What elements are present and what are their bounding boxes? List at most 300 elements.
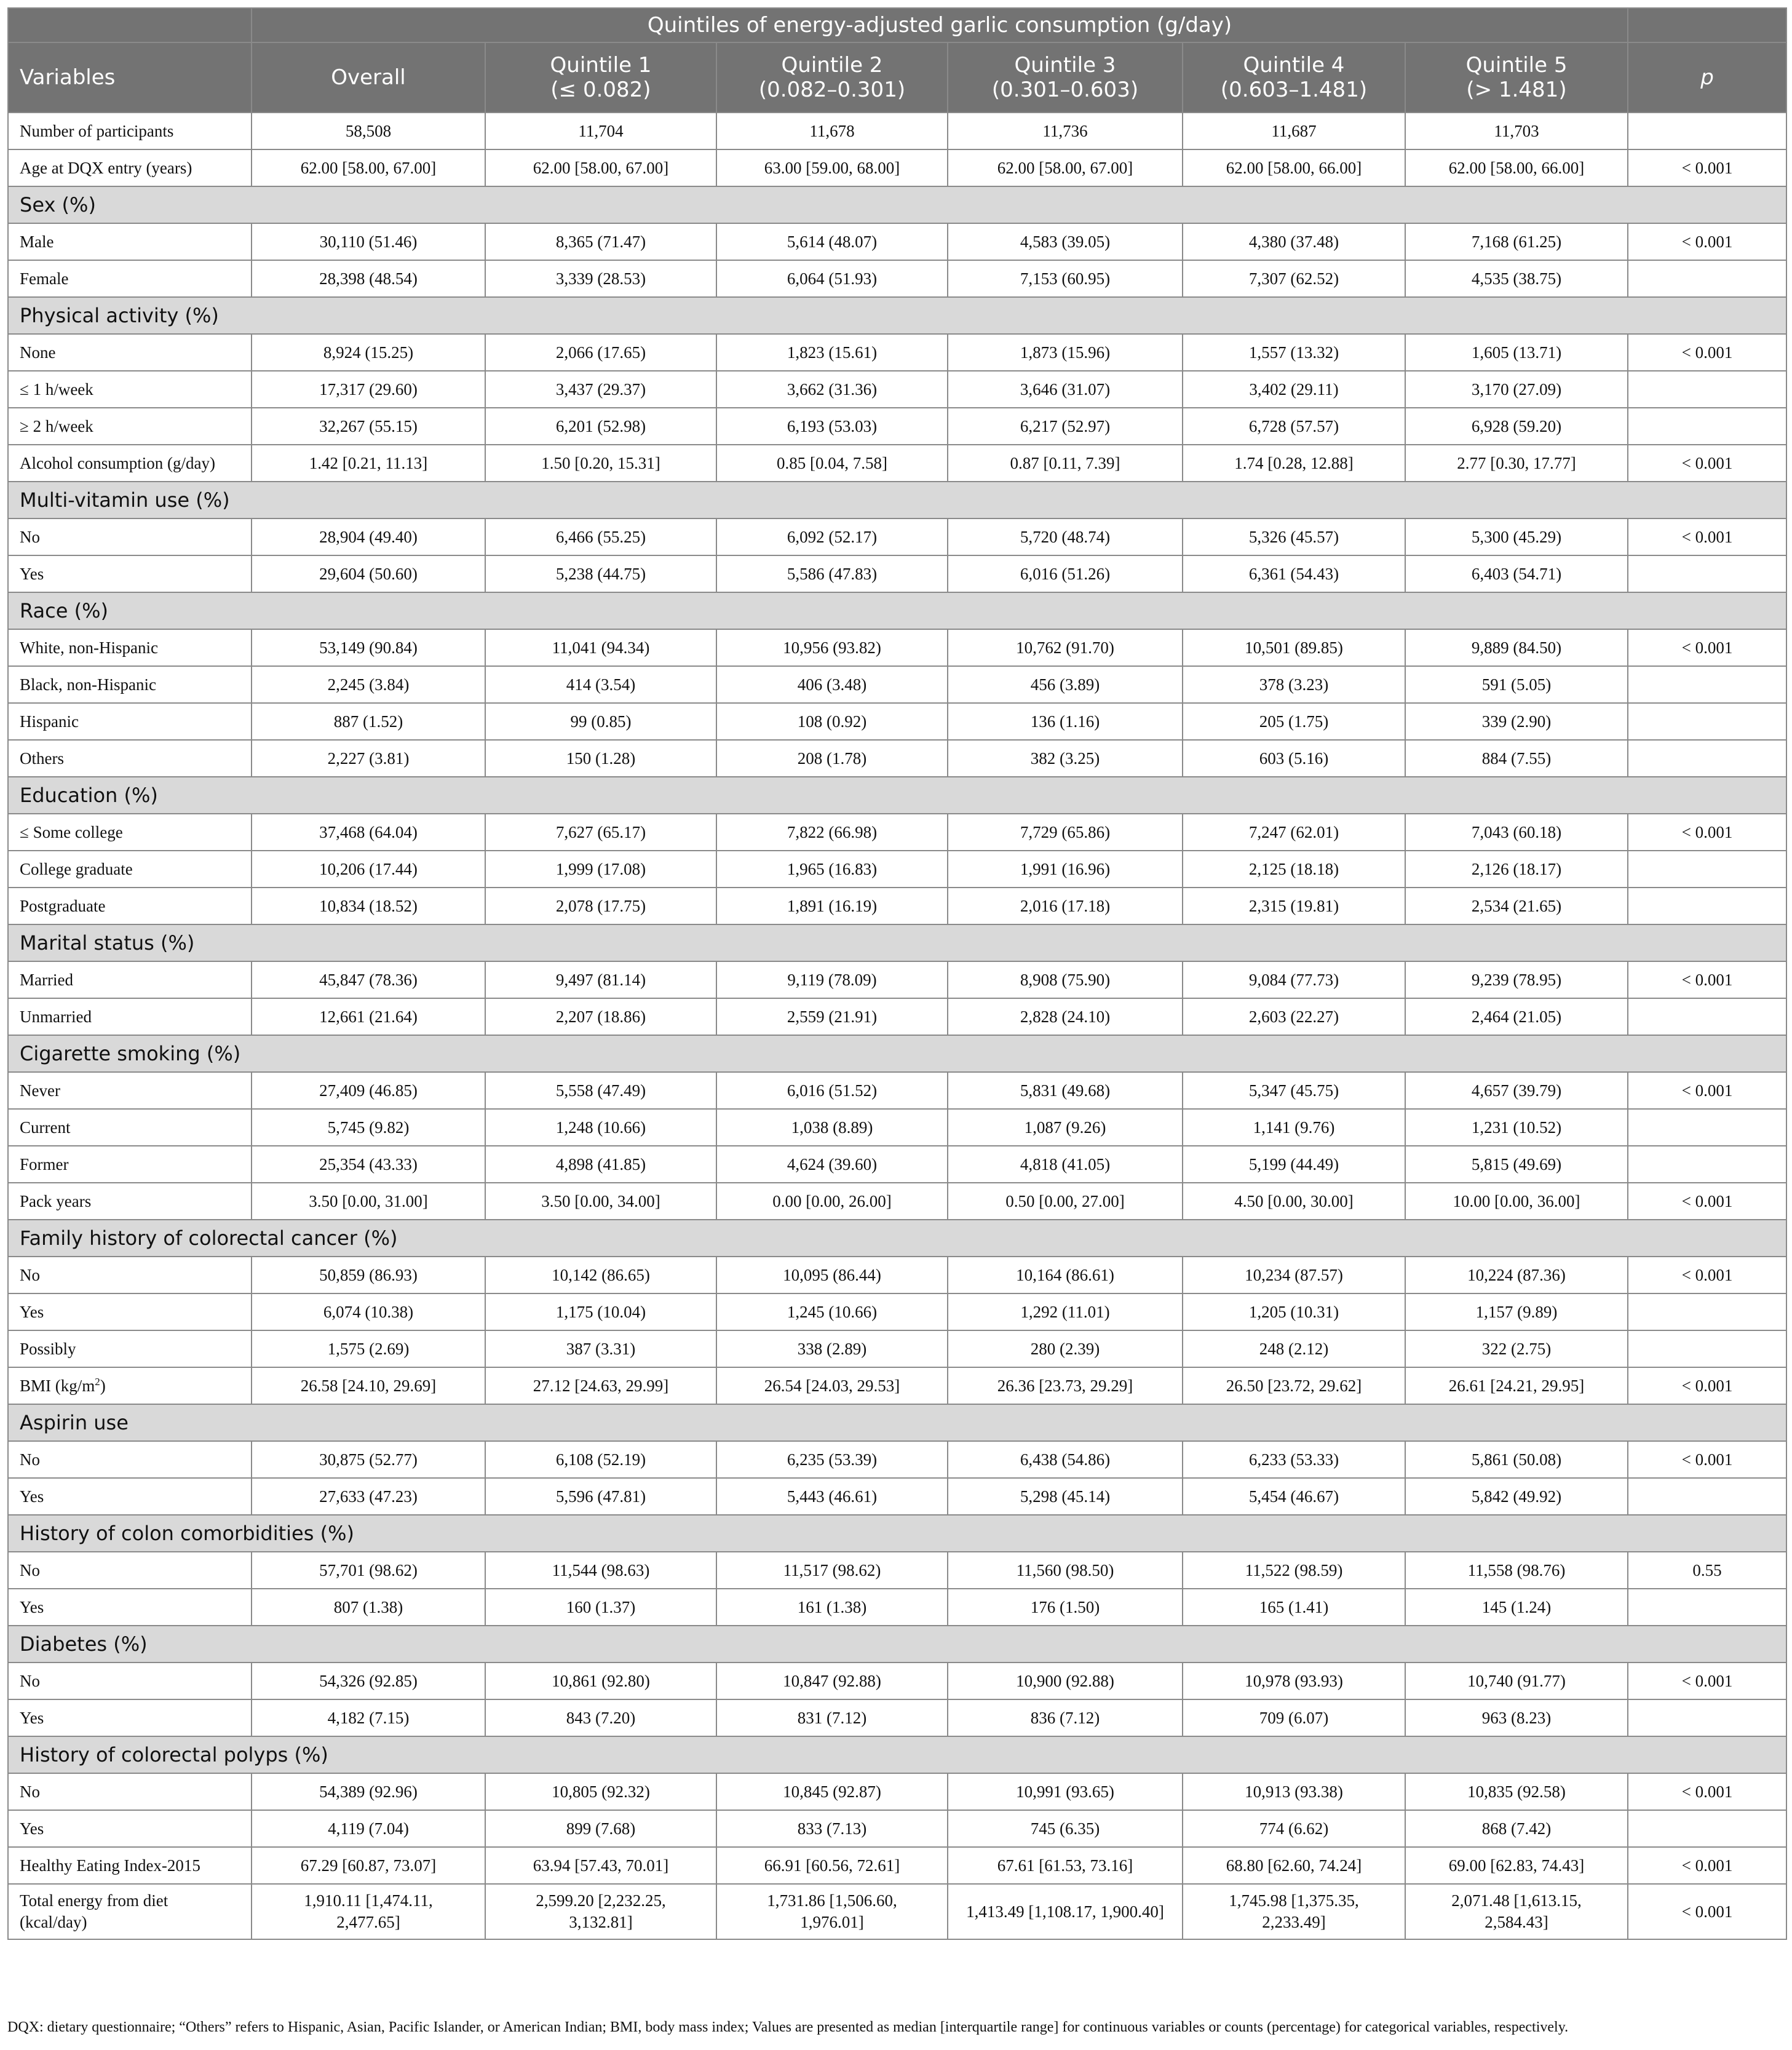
column-header-range: (≤ 0.082) xyxy=(550,77,651,102)
column-header-label: Quintile 1 xyxy=(550,53,652,77)
quintile-5-cell: 10,740 (91.77) xyxy=(1405,1663,1628,1699)
table-row xyxy=(8,113,1786,149)
quintile-2-cell: 0.85 [0.04, 7.58] xyxy=(716,445,948,482)
overall-cell: 4,119 (7.04) xyxy=(252,1810,485,1847)
quintile-5-cell: 6,403 (54.71) xyxy=(1405,555,1628,592)
row-label-unit: (kcal/day) xyxy=(20,1913,87,1931)
quintile-2-cell: 406 (3.48) xyxy=(716,666,948,703)
quintile-3-cell: 7,729 (65.86) xyxy=(948,814,1183,851)
col-header-quintile-4 xyxy=(1183,42,1405,113)
quintile-2-cell: 161 (1.38) xyxy=(716,1589,948,1626)
quintile-4-cell: 248 (2.12) xyxy=(1183,1330,1405,1367)
quintile-2-cell: 6,064 (51.93) xyxy=(716,260,948,297)
quintile-5-cell: 3,170 (27.09) xyxy=(1405,371,1628,408)
quintile-2-cell: 11,517 (98.62) xyxy=(716,1552,948,1589)
row-label-text: Male xyxy=(20,232,54,251)
p-value-cell xyxy=(1628,666,1786,703)
overall-cell: 807 (1.38) xyxy=(252,1589,485,1626)
quintile-4-cell: 1,205 (10.31) xyxy=(1183,1293,1405,1330)
quintile-1-cell: 10,861 (92.80) xyxy=(485,1663,716,1699)
quintile-5-cell: 2.77 [0.30, 17.77] xyxy=(1405,445,1628,482)
table-row xyxy=(8,334,1786,371)
row-label xyxy=(8,223,252,260)
table-row xyxy=(8,1257,1786,1293)
overall-cell: 1,910.11 [1,474.11, 2,477.65] xyxy=(252,1884,485,1939)
quintile-1-cell: 2,066 (17.65) xyxy=(485,334,716,371)
quintile-5-cell: 10.00 [0.00, 36.00] xyxy=(1405,1183,1628,1220)
quintile-3-cell: 745 (6.35) xyxy=(948,1810,1183,1847)
table-row xyxy=(8,888,1786,924)
quintile-3-cell: 8,908 (75.90) xyxy=(948,961,1183,998)
quintile-4-cell: 1,745.98 [1,375.35, 2,233.49] xyxy=(1183,1884,1405,1939)
p-value-cell xyxy=(1628,1589,1786,1626)
quintile-1-cell: 6,108 (52.19) xyxy=(485,1441,716,1478)
quintile-4-cell: 26.50 [23.72, 29.62] xyxy=(1183,1367,1405,1404)
quintile-2-cell: 338 (2.89) xyxy=(716,1330,948,1367)
row-label xyxy=(8,1183,252,1220)
p-value-cell: < 0.001 xyxy=(1628,1367,1786,1404)
overall-cell: 25,354 (43.33) xyxy=(252,1146,485,1183)
group-header-title: Quintiles of energy-adjusted garlic consumption (g/day) xyxy=(252,8,1628,42)
overall-cell: 27,633 (47.23) xyxy=(252,1478,485,1515)
table-row xyxy=(8,998,1786,1035)
p-value-cell: < 0.001 xyxy=(1628,1773,1786,1810)
p-value-cell: < 0.001 xyxy=(1628,1884,1786,1939)
quintile-5-cell: 2,464 (21.05) xyxy=(1405,998,1628,1035)
quintile-2-cell: 7,822 (66.98) xyxy=(716,814,948,851)
row-label xyxy=(8,1773,252,1810)
quintile-3-cell: 5,720 (48.74) xyxy=(948,518,1183,555)
quintile-5-cell: 9,889 (84.50) xyxy=(1405,629,1628,666)
row-label xyxy=(8,1884,252,1939)
row-label xyxy=(8,814,252,851)
table-row xyxy=(8,1293,1786,1330)
p-value-cell xyxy=(1628,1293,1786,1330)
quintile-1-cell: 5,596 (47.81) xyxy=(485,1478,716,1515)
quintile-4-cell: 5,326 (45.57) xyxy=(1183,518,1405,555)
quintile-5-cell: 7,168 (61.25) xyxy=(1405,223,1628,260)
section-header-row xyxy=(8,1515,1786,1552)
p-value-cell xyxy=(1628,1330,1786,1367)
quintile-4-cell: 6,361 (54.43) xyxy=(1183,555,1405,592)
quintile-4-cell: 11,522 (98.59) xyxy=(1183,1552,1405,1589)
quintile-4-cell: 1,557 (13.32) xyxy=(1183,334,1405,371)
table-footnote: DQX: dietary questionnaire; “Others” refers to Hispanic, Asian, Pacific Islander, or American Indian; BMI, body mass index; Values are presented as median [interquartile range] for continuous variables or counts (percentage) for categorical variables, respectively. xyxy=(7,2019,1569,2035)
overall-cell: 32,267 (55.15) xyxy=(252,408,485,445)
row-label-text: College graduate xyxy=(20,859,133,878)
quintile-3-cell: 1,413.49 [1,108.17, 1,900.40] xyxy=(948,1884,1183,1939)
quintile-3-cell: 10,991 (93.65) xyxy=(948,1773,1183,1810)
quintile-4-cell: 68.80 [62.60, 74.24] xyxy=(1183,1847,1405,1884)
baseline-characteristics-table xyxy=(7,7,1787,1940)
col-header-p-value xyxy=(1628,42,1786,113)
row-label xyxy=(8,888,252,924)
table-row xyxy=(8,1183,1786,1220)
row-label-text: Former xyxy=(20,1154,69,1174)
p-value-cell: < 0.001 xyxy=(1628,1183,1786,1220)
quintile-4-cell: 1.74 [0.28, 12.88] xyxy=(1183,445,1405,482)
overall-cell: 1.42 [0.21, 11.13] xyxy=(252,445,485,482)
quintile-5-cell: 963 (8.23) xyxy=(1405,1699,1628,1736)
quintile-2-cell: 66.91 [60.56, 72.61] xyxy=(716,1847,948,1884)
quintile-4-cell: 6,233 (53.33) xyxy=(1183,1441,1405,1478)
p-value-cell: < 0.001 xyxy=(1628,1663,1786,1699)
quintile-4-cell: 5,199 (44.49) xyxy=(1183,1146,1405,1183)
table-row xyxy=(8,518,1786,555)
quintile-3-cell: 62.00 [58.00, 67.00] xyxy=(948,149,1183,186)
column-header-row xyxy=(8,42,1786,113)
section-title: Aspirin use xyxy=(8,1404,1786,1441)
overall-cell: 3.50 [0.00, 31.00] xyxy=(252,1183,485,1220)
quintile-2-cell: 1,823 (15.61) xyxy=(716,334,948,371)
quintile-3-cell: 4,818 (41.05) xyxy=(948,1146,1183,1183)
row-label-text: Age at DQX entry (years) xyxy=(20,158,192,177)
row-label-text: Married xyxy=(20,970,73,989)
row-label-text: Unmarried xyxy=(20,1007,92,1026)
column-header-label: Variables xyxy=(20,65,116,90)
quintile-2-cell: 4,624 (39.60) xyxy=(716,1146,948,1183)
row-label xyxy=(8,518,252,555)
p-value-cell: < 0.001 xyxy=(1628,223,1786,260)
p-value-cell: < 0.001 xyxy=(1628,445,1786,482)
quintile-2-cell: 9,119 (78.09) xyxy=(716,961,948,998)
p-value-cell xyxy=(1628,888,1786,924)
table-row xyxy=(8,961,1786,998)
quintile-1-cell: 11,704 xyxy=(485,113,716,149)
quintile-1-cell: 63.94 [57.43, 70.01] xyxy=(485,1847,716,1884)
quintile-5-cell: 2,126 (18.17) xyxy=(1405,851,1628,888)
row-label xyxy=(8,371,252,408)
quintile-1-cell: 10,142 (86.65) xyxy=(485,1257,716,1293)
quintile-3-cell: 1,873 (15.96) xyxy=(948,334,1183,371)
p-value-cell: < 0.001 xyxy=(1628,1072,1786,1109)
table-row xyxy=(8,1330,1786,1367)
quintile-2-cell: 63.00 [59.00, 68.00] xyxy=(716,149,948,186)
section-title: Diabetes (%) xyxy=(8,1626,1786,1663)
col-header-quintile-1 xyxy=(485,42,716,113)
table-row xyxy=(8,445,1786,482)
overall-cell: 29,604 (50.60) xyxy=(252,555,485,592)
quintile-5-cell: 11,558 (98.76) xyxy=(1405,1552,1628,1589)
col-header-overall xyxy=(252,42,485,113)
quintile-5-cell: 7,043 (60.18) xyxy=(1405,814,1628,851)
overall-cell: 57,701 (98.62) xyxy=(252,1552,485,1589)
header-corner-cell xyxy=(8,8,252,42)
quintile-2-cell: 1,038 (8.89) xyxy=(716,1109,948,1146)
section-header-row xyxy=(8,482,1786,518)
table-row xyxy=(8,1884,1786,1939)
row-label-text: No xyxy=(20,1671,40,1690)
p-value-cell xyxy=(1628,555,1786,592)
quintile-1-cell: 387 (3.31) xyxy=(485,1330,716,1367)
table-body xyxy=(8,113,1786,1939)
table-row xyxy=(8,1441,1786,1478)
col-header-variables xyxy=(8,42,252,113)
quintile-3-cell: 382 (3.25) xyxy=(948,740,1183,777)
row-label xyxy=(8,555,252,592)
quintile-3-cell: 1,292 (11.01) xyxy=(948,1293,1183,1330)
table-row xyxy=(8,1478,1786,1515)
quintile-3-cell: 6,438 (54.86) xyxy=(948,1441,1183,1478)
quintile-5-cell: 5,300 (45.29) xyxy=(1405,518,1628,555)
p-value-cell xyxy=(1628,703,1786,740)
quintile-5-cell: 5,842 (49.92) xyxy=(1405,1478,1628,1515)
quintile-2-cell: 6,016 (51.52) xyxy=(716,1072,948,1109)
quintile-5-cell: 4,535 (38.75) xyxy=(1405,260,1628,297)
baseline-characteristics-table-container xyxy=(7,7,1786,1940)
table-row xyxy=(8,666,1786,703)
overall-cell: 2,227 (3.81) xyxy=(252,740,485,777)
p-value-cell: < 0.001 xyxy=(1628,1257,1786,1293)
overall-cell: 887 (1.52) xyxy=(252,703,485,740)
row-label-text: No xyxy=(20,1450,40,1469)
quintile-5-cell: 591 (5.05) xyxy=(1405,666,1628,703)
quintile-5-cell: 145 (1.24) xyxy=(1405,1589,1628,1626)
overall-cell: 5,745 (9.82) xyxy=(252,1109,485,1146)
p-value-cell: < 0.001 xyxy=(1628,1847,1786,1884)
overall-cell: 26.58 [24.10, 29.69] xyxy=(252,1367,485,1404)
quintile-4-cell: 774 (6.62) xyxy=(1183,1810,1405,1847)
row-label-text: No xyxy=(20,1265,40,1284)
row-label-superscript: 2 xyxy=(95,1375,100,1388)
row-label xyxy=(8,1072,252,1109)
table-row xyxy=(8,149,1786,186)
overall-cell: 54,326 (92.85) xyxy=(252,1663,485,1699)
table-row xyxy=(8,555,1786,592)
quintile-3-cell: 10,762 (91.70) xyxy=(948,629,1183,666)
quintile-5-cell: 6,928 (59.20) xyxy=(1405,408,1628,445)
quintile-2-cell: 1,891 (16.19) xyxy=(716,888,948,924)
column-header-label: Quintile 2 xyxy=(781,53,883,77)
quintile-2-cell: 1,245 (10.66) xyxy=(716,1293,948,1330)
section-title: Sex (%) xyxy=(8,186,1786,223)
overall-cell: 10,834 (18.52) xyxy=(252,888,485,924)
quintile-5-cell: 884 (7.55) xyxy=(1405,740,1628,777)
quintile-2-cell: 831 (7.12) xyxy=(716,1699,948,1736)
section-title: Multi-vitamin use (%) xyxy=(8,482,1786,518)
quintile-5-cell: 26.61 [24.21, 29.95] xyxy=(1405,1367,1628,1404)
quintile-2-cell: 3,662 (31.36) xyxy=(716,371,948,408)
quintile-5-cell: 5,861 (50.08) xyxy=(1405,1441,1628,1478)
column-header-label: Quintile 4 xyxy=(1243,53,1345,77)
overall-cell: 6,074 (10.38) xyxy=(252,1293,485,1330)
column-header-label: Quintile 3 xyxy=(1014,53,1116,77)
overall-cell: 62.00 [58.00, 67.00] xyxy=(252,149,485,186)
p-value-cell: < 0.001 xyxy=(1628,961,1786,998)
quintile-3-cell: 11,560 (98.50) xyxy=(948,1552,1183,1589)
quintile-3-cell: 3,646 (31.07) xyxy=(948,371,1183,408)
row-label-text: Yes xyxy=(20,1819,44,1838)
quintile-1-cell: 1.50 [0.20, 15.31] xyxy=(485,445,716,482)
row-label-text: ≤ Some college xyxy=(20,822,123,841)
quintile-4-cell: 7,247 (62.01) xyxy=(1183,814,1405,851)
quintile-2-cell: 5,443 (46.61) xyxy=(716,1478,948,1515)
quintile-1-cell: 27.12 [24.63, 29.99] xyxy=(485,1367,716,1404)
p-value-cell: < 0.001 xyxy=(1628,629,1786,666)
row-label-text: Number of participants xyxy=(20,121,174,140)
section-header-row xyxy=(8,592,1786,629)
quintile-3-cell: 2,016 (17.18) xyxy=(948,888,1183,924)
quintile-3-cell: 4,583 (39.05) xyxy=(948,223,1183,260)
p-value-cell xyxy=(1628,371,1786,408)
column-header-label: p xyxy=(1700,65,1714,90)
quintile-3-cell: 836 (7.12) xyxy=(948,1699,1183,1736)
quintile-3-cell: 5,298 (45.14) xyxy=(948,1478,1183,1515)
row-label xyxy=(8,703,252,740)
quintile-5-cell: 5,815 (49.69) xyxy=(1405,1146,1628,1183)
section-title: Physical activity (%) xyxy=(8,297,1786,334)
column-header-label: Overall xyxy=(331,65,406,90)
row-label xyxy=(8,1257,252,1293)
quintile-4-cell: 10,913 (93.38) xyxy=(1183,1773,1405,1810)
quintile-4-cell: 4.50 [0.00, 30.00] xyxy=(1183,1183,1405,1220)
quintile-1-cell: 8,365 (71.47) xyxy=(485,223,716,260)
column-header-range: (0.603–1.481) xyxy=(1220,77,1368,102)
quintile-4-cell: 10,978 (93.93) xyxy=(1183,1663,1405,1699)
section-title: History of colon comorbidities (%) xyxy=(8,1515,1786,1552)
quintile-4-cell: 5,347 (45.75) xyxy=(1183,1072,1405,1109)
quintile-4-cell: 378 (3.23) xyxy=(1183,666,1405,703)
overall-cell: 8,924 (15.25) xyxy=(252,334,485,371)
quintile-1-cell: 5,238 (44.75) xyxy=(485,555,716,592)
row-label-text: Pack years xyxy=(20,1191,92,1210)
quintile-5-cell: 868 (7.42) xyxy=(1405,1810,1628,1847)
section-header-row xyxy=(8,1404,1786,1441)
table-row xyxy=(8,223,1786,260)
quintile-1-cell: 1,175 (10.04) xyxy=(485,1293,716,1330)
row-label-text: Yes xyxy=(20,1597,44,1616)
overall-cell: 67.29 [60.87, 73.07] xyxy=(252,1847,485,1884)
row-label-text: Current xyxy=(20,1118,71,1137)
row-label-text: Yes xyxy=(20,1302,44,1321)
quintile-2-cell: 10,095 (86.44) xyxy=(716,1257,948,1293)
row-label xyxy=(8,1552,252,1589)
p-value-cell xyxy=(1628,740,1786,777)
row-label-text: No xyxy=(20,1782,40,1801)
quintile-5-cell: 322 (2.75) xyxy=(1405,1330,1628,1367)
row-label-text: Black, non-Hispanic xyxy=(20,675,156,694)
quintile-2-cell: 6,092 (52.17) xyxy=(716,518,948,555)
row-label-text: Yes xyxy=(20,1487,44,1506)
overall-cell: 28,904 (49.40) xyxy=(252,518,485,555)
table-row xyxy=(8,814,1786,851)
row-label xyxy=(8,629,252,666)
row-label xyxy=(8,1146,252,1183)
p-value-cell xyxy=(1628,408,1786,445)
row-label-text: No xyxy=(20,527,40,546)
quintile-1-cell: 9,497 (81.14) xyxy=(485,961,716,998)
quintile-5-cell: 4,657 (39.79) xyxy=(1405,1072,1628,1109)
overall-cell: 54,389 (92.96) xyxy=(252,1773,485,1810)
quintile-1-cell: 3,437 (29.37) xyxy=(485,371,716,408)
quintile-1-cell: 899 (7.68) xyxy=(485,1810,716,1847)
quintile-4-cell: 6,728 (57.57) xyxy=(1183,408,1405,445)
quintile-4-cell: 9,084 (77.73) xyxy=(1183,961,1405,998)
row-label xyxy=(8,851,252,888)
overall-cell: 28,398 (48.54) xyxy=(252,260,485,297)
quintile-2-cell: 5,614 (48.07) xyxy=(716,223,948,260)
row-label-text: White, non-Hispanic xyxy=(20,638,158,657)
p-value-cell xyxy=(1628,260,1786,297)
table-row xyxy=(8,1109,1786,1146)
quintile-1-cell: 2,207 (18.86) xyxy=(485,998,716,1035)
overall-cell: 12,661 (21.64) xyxy=(252,998,485,1035)
section-header-row xyxy=(8,1626,1786,1663)
table-row xyxy=(8,371,1786,408)
quintile-3-cell: 0.50 [0.00, 27.00] xyxy=(948,1183,1183,1220)
quintile-4-cell: 1,141 (9.76) xyxy=(1183,1109,1405,1146)
overall-cell: 50,859 (86.93) xyxy=(252,1257,485,1293)
table-row xyxy=(8,1699,1786,1736)
quintile-2-cell: 10,956 (93.82) xyxy=(716,629,948,666)
row-label xyxy=(8,1478,252,1515)
p-value-cell: < 0.001 xyxy=(1628,518,1786,555)
row-label-text: BMI (kg/m xyxy=(20,1376,95,1395)
quintile-1-cell: 2,078 (17.75) xyxy=(485,888,716,924)
quintile-1-cell: 5,558 (47.49) xyxy=(485,1072,716,1109)
quintile-2-cell: 6,235 (53.39) xyxy=(716,1441,948,1478)
quintile-5-cell: 1,157 (9.89) xyxy=(1405,1293,1628,1330)
section-header-row xyxy=(8,924,1786,961)
row-label-text: ≥ 2 h/week xyxy=(20,416,93,435)
p-value-cell: < 0.001 xyxy=(1628,334,1786,371)
p-value-cell xyxy=(1628,998,1786,1035)
row-label-text: Hispanic xyxy=(20,712,79,731)
overall-cell: 45,847 (78.36) xyxy=(252,961,485,998)
section-title: Race (%) xyxy=(8,592,1786,629)
table-row xyxy=(8,1552,1786,1589)
row-label xyxy=(8,445,252,482)
quintile-3-cell: 67.61 [61.53, 73.16] xyxy=(948,1847,1183,1884)
quintile-4-cell: 10,501 (89.85) xyxy=(1183,629,1405,666)
table-row xyxy=(8,1072,1786,1109)
row-label-text: Never xyxy=(20,1081,60,1100)
section-title: Education (%) xyxy=(8,777,1786,814)
table-row xyxy=(8,1367,1786,1404)
quintile-2-cell: 1,731.86 [1,506.60, 1,976.01] xyxy=(716,1884,948,1939)
p-value-cell xyxy=(1628,1109,1786,1146)
row-label xyxy=(8,1663,252,1699)
quintile-5-cell: 62.00 [58.00, 66.00] xyxy=(1405,149,1628,186)
quintile-2-cell: 11,678 xyxy=(716,113,948,149)
quintile-3-cell: 6,016 (51.26) xyxy=(948,555,1183,592)
quintile-4-cell: 165 (1.41) xyxy=(1183,1589,1405,1626)
quintile-3-cell: 6,217 (52.97) xyxy=(948,408,1183,445)
quintile-5-cell: 1,605 (13.71) xyxy=(1405,334,1628,371)
table-row xyxy=(8,1146,1786,1183)
overall-cell: 2,245 (3.84) xyxy=(252,666,485,703)
section-title: Cigarette smoking (%) xyxy=(8,1035,1786,1072)
row-label xyxy=(8,1441,252,1478)
p-value-cell xyxy=(1628,113,1786,149)
quintile-3-cell: 2,828 (24.10) xyxy=(948,998,1183,1035)
quintile-3-cell: 456 (3.89) xyxy=(948,666,1183,703)
quintile-1-cell: 7,627 (65.17) xyxy=(485,814,716,851)
row-label xyxy=(8,408,252,445)
quintile-3-cell: 0.87 [0.11, 7.39] xyxy=(948,445,1183,482)
p-value-cell xyxy=(1628,1699,1786,1736)
row-label-text: ≤ 1 h/week xyxy=(20,379,93,399)
section-title: Marital status (%) xyxy=(8,924,1786,961)
column-header-range: (0.082–0.301) xyxy=(758,77,906,102)
p-value-cell: 0.55 xyxy=(1628,1552,1786,1589)
row-label-text: No xyxy=(20,1560,40,1579)
overall-cell: 1,575 (2.69) xyxy=(252,1330,485,1367)
p-value-cell xyxy=(1628,1478,1786,1515)
quintile-1-cell: 11,041 (94.34) xyxy=(485,629,716,666)
table-row xyxy=(8,1810,1786,1847)
overall-cell: 53,149 (90.84) xyxy=(252,629,485,666)
